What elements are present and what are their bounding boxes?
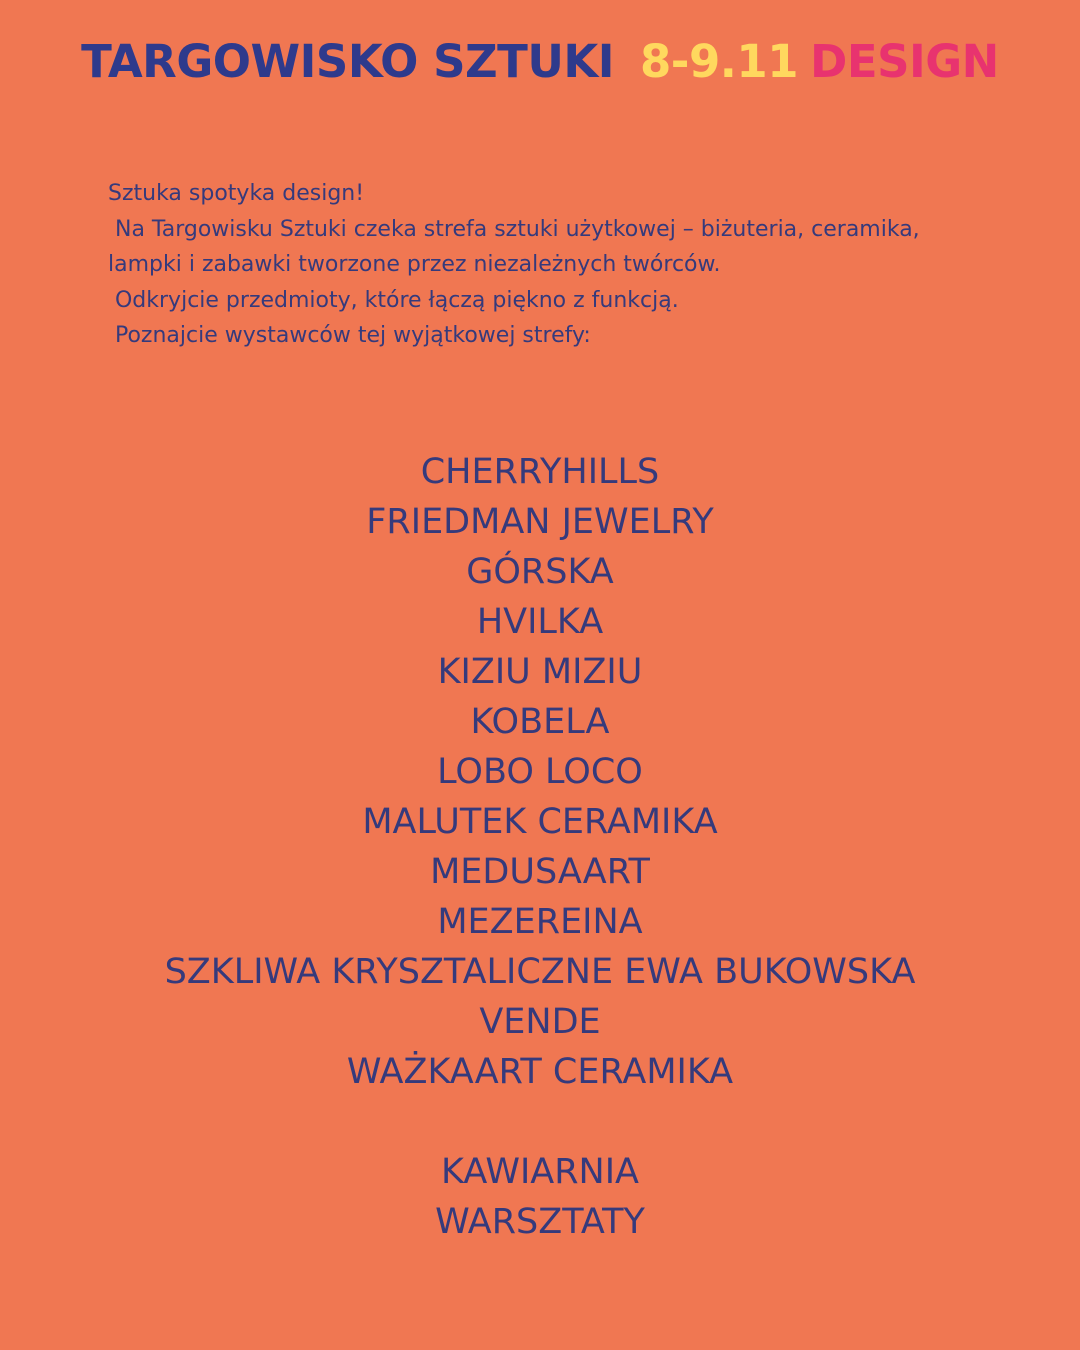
exhibitor-item: GÓRSKA	[466, 552, 614, 592]
exhibitor-item: LOBO LOCO	[437, 752, 643, 792]
intro-line: lampki i zabawki tworzone przez niezależnych twórców.	[108, 252, 721, 277]
exhibitor-item: MEDUSAART	[430, 852, 650, 892]
event-title: TARGOWISKO SZTUKI	[81, 35, 614, 88]
intro-line: Odkryjcie przedmioty, które łączą piękno z funkcją.	[108, 287, 679, 313]
exhibitor-item: CHERRYHILLS	[420, 452, 660, 492]
exhibitor-item: MEZEREINA	[437, 902, 643, 942]
extras-list	[0, 1147, 1080, 1247]
exhibitor-item: VENDE	[479, 1002, 601, 1042]
event-date: 8-9.11	[639, 35, 798, 88]
exhibitor-item: SZKLIWA KRYSZTALICZNE EWA BUKOWSKA	[164, 952, 916, 992]
intro-line: Poznajcie wystawców tej wyjątkowej strefy:	[108, 323, 591, 348]
intro-text	[108, 176, 1008, 354]
extra-item-workshops: WARSZTATY	[435, 1202, 645, 1242]
exhibitor-item: MALUTEK CERAMIKA	[362, 802, 718, 842]
exhibitor-list	[0, 447, 1080, 1097]
exhibitor-item: KOBELA	[470, 702, 610, 742]
exhibitor-item: WAŻKAART CERAMIKA	[346, 1052, 734, 1092]
extra-item-cafe: KAWIARNIA	[440, 1152, 639, 1192]
intro-line: Na Targowisku Sztuki czeka strefa sztuki użytkowej – biżuteria, ceramika,	[108, 216, 920, 242]
exhibitor-item: FRIEDMAN JEWELRY	[366, 502, 714, 542]
exhibitor-item: KIZIU MIZIU	[437, 652, 643, 692]
page-header	[0, 34, 1080, 90]
intro-line: Sztuka spotyka design!	[108, 181, 365, 206]
event-tag: DESIGN	[810, 35, 999, 88]
exhibitor-item: HVILKA	[476, 602, 604, 642]
